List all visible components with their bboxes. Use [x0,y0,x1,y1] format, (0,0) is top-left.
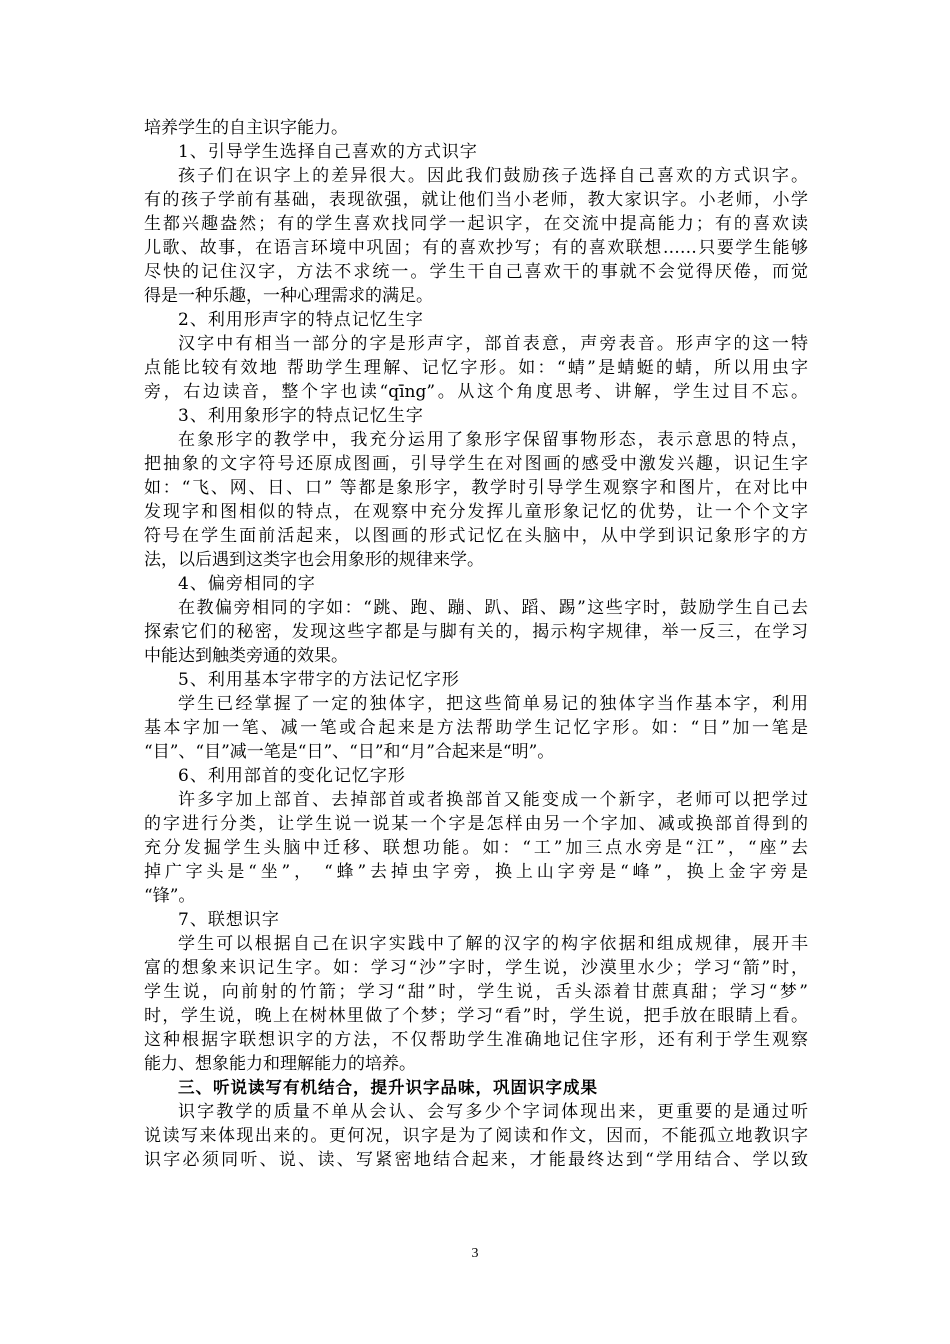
paragraph-line: 发现字和图相似的特点，在观察中充分发挥儿童形象记忆的优势，让一个个文字 [144,502,808,522]
paragraph-line: 尽快的记住汉字，方法不求统一。学生干自己喜欢干的事就不会觉得厌倦，而觉 [144,262,808,282]
paragraph-line: 孩子们在识字上的差异很大。因此我们鼓励孩子选择自己喜欢的方式识字。 [178,166,808,186]
paragraph-line: 识字必须同听、说、读、写紧密地结合起来，才能最终达到“学用结合、学以致 [144,1150,808,1170]
paragraph-line: 的字进行分类，让学生说一说某一个字是怎样由另一个字加、减或换部首得到的 [144,814,808,834]
paragraph-line: 许多字加上部首、去掉部首或者换部首又能变成一个新字，老师可以把学过 [178,790,808,810]
document-body [144,116,808,1172]
paragraph-line: 生都兴趣盎然；有的学生喜欢找同学一起识字，在交流中提高能力；有的喜欢读 [144,214,808,234]
paragraph-line: 时，学生说，晚上在树林里做了个梦；学习“看”时，学生说，把手放在眼睛上看。 [144,1006,808,1026]
major-section-heading: 三、听说读写有机结合，提升识字品味，巩固识字成果 [178,1078,598,1097]
section-heading: 2、利用形声字的特点记忆生字 [178,310,424,330]
paragraph-line: 旁，右边读音，整个字也读“qīng”。从这个角度思考、讲解，学生过目不忘。 [144,382,808,402]
paragraph-line: “目”、“目”减一笔是“日”、“日”和“月”合起来是“明”。 [144,742,555,762]
paragraph-line: 儿歌、故事，在语言环境中巩固；有的喜欢抄写；有的喜欢联想……只要学生能够 [144,238,808,258]
section-heading: 5、利用基本字带字的方法记忆字形 [178,670,460,690]
section-heading: 7、联想识字 [178,910,280,930]
paragraph-line: 如：“飞、网、日、口” 等都是象形字，教学时引导学生观察字和图片，在对比中 [144,478,808,498]
paragraph-line: 充分发掘学生头脑中迁移、联想功能。如：“工”加三点水旁是“江”，“座”去 [144,838,808,858]
section-heading: 6、利用部首的变化记忆字形 [178,766,406,786]
paragraph-line: 在象形字的教学中，我充分运用了象形字保留事物形态，表示意思的特点， [178,430,808,450]
paragraph-line: 学生说，向前射的竹箭；学习“甜”时，学生说，舌头添着甘蔗真甜；学习“梦” [144,982,808,1002]
paragraph-line: 学生已经掌握了一定的独体字，把这些简单易记的独体字当作基本字，利用 [178,694,808,714]
paragraph-line: 符号在学生面前活起来，以图画的形式记忆在头脑中，从中学到识记象形字的方 [144,526,808,546]
paragraph-line: 得是一种乐趣，一种心理需求的满足。 [144,286,433,306]
section-heading: 3、利用象形字的特点记忆生字 [178,406,424,426]
paragraph-line: “锋”。 [144,886,196,906]
paragraph-line: 汉字中有相当一部分的字是形声字，部首表意，声旁表音。形声字的这一特 [178,334,808,354]
paragraph-line: 把抽象的文字符号还原成图画，引导学生在对图画的感受中激发兴趣，识记生字 [144,454,808,474]
paragraph-line: 点能比较有效地 帮助学生理解、记忆字形。如：“蜻”是蜻蜓的蜻，所以用虫字 [144,358,808,378]
paragraph-line: 富的想象来识记生字。如：学习“沙”字时，学生说，沙漠里水少；学习“箭”时， [144,958,808,978]
page-number: 3 [471,1246,479,1261]
paragraph-line: 在教偏旁相同的字如：“跳、跑、蹦、趴、蹈、踢”这些字时，鼓励学生自己去 [178,598,808,618]
paragraph-line: 培养学生的自主识字能力。 [144,118,348,138]
paragraph-line: 有的孩子学前有基础，表现欲强，就让他们当小老师，教大家识字。小老师，小学 [144,190,808,210]
paragraph-line: 能力、想象能力和理解能力的培养。 [144,1054,416,1074]
paragraph-line: 学生可以根据自己在识字实践中了解的汉字的构字依据和组成规律，展开丰 [178,934,808,954]
paragraph-line: 探索它们的秘密，发现这些字都是与脚有关的，揭示构字规律，举一反三，在学习 [144,622,808,642]
paragraph-line: 基本字加一笔、减一笔或合起来是方法帮助学生记忆字形。如：“日”加一笔是 [144,718,808,738]
paragraph-line: 识字教学的质量不单从会认、会写多少个字词体现出来，更重要的是通过听 [178,1102,808,1122]
paragraph-line: 说读写来体现出来的。更何况，识字是为了阅读和作文，因而，不能孤立地教识字 [144,1126,808,1146]
section-heading: 1、引导学生选择自己喜欢的方式识字 [178,142,478,162]
paragraph-line: 掉广字头是“坐”， “蜂”去掉虫字旁，换上山字旁是“峰”，换上金字旁是 [144,862,808,882]
paragraph-line: 中能达到触类旁通的效果。 [144,646,348,666]
paragraph-line: 法，以后遇到这类字也会用象形的规律来学。 [144,550,484,570]
paragraph-line: 这种根据字联想识字的方法，不仅帮助学生准确地记住字形，还有利于学生观察 [144,1030,808,1050]
section-heading: 4、偏旁相同的字 [178,574,316,594]
